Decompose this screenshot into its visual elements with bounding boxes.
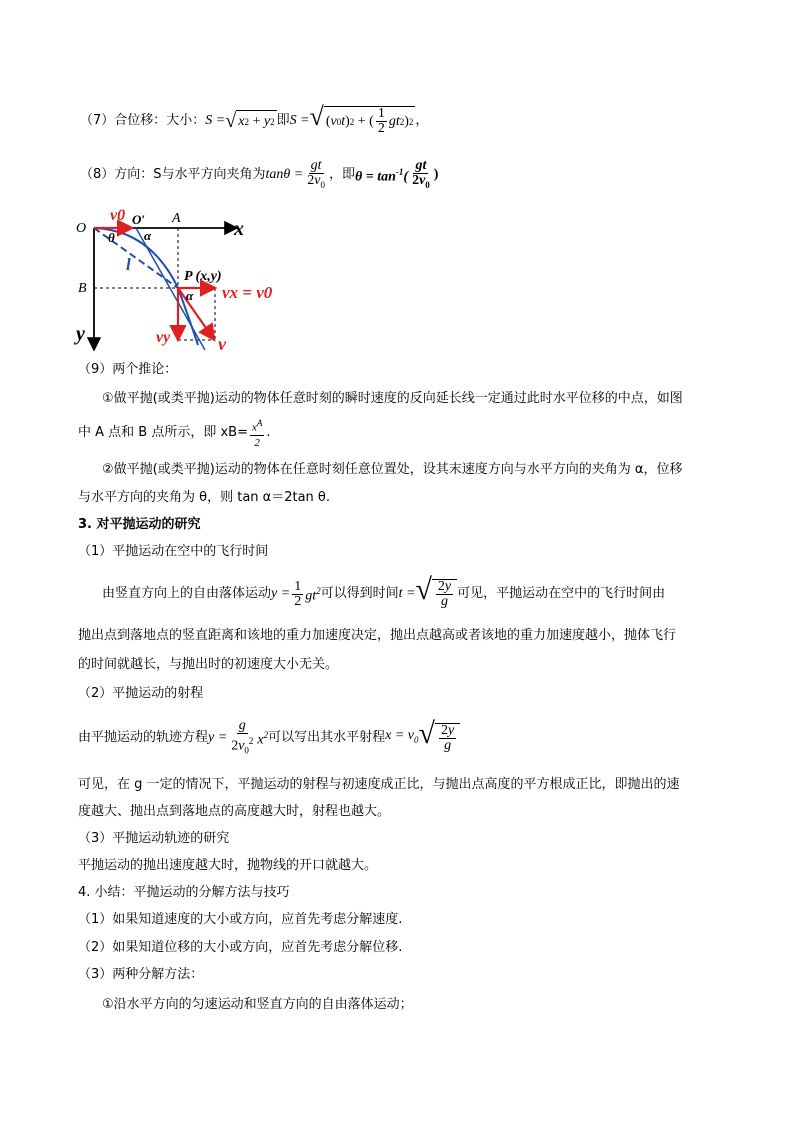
- line-7-prefix: （7）合位移：大小：: [80, 113, 206, 128]
- formula-half: $\frac{1}{2}$: [294, 578, 302, 609]
- formula-t-eq: t =: [398, 586, 416, 601]
- line-8-prefix: （8）方向：S与水平方向夹角为: [80, 167, 266, 182]
- sub-2-para-b: 可以写出其水平射程: [268, 730, 386, 745]
- formula-theta-arctan: $\theta = \tan^{-1}$(: [354, 167, 409, 185]
- tip-2: （2）如果知道位移的大小或方向，应首先考虑分解位移.: [78, 940, 403, 955]
- heading-4: 4. 小结：平抛运动的分解方法与技巧: [78, 885, 290, 900]
- sub-1-para-a: 由竖直方向上的自由落体运动: [102, 586, 272, 601]
- label-a: A: [172, 211, 181, 226]
- sub-1-para-b: 可以得到时间: [320, 586, 399, 601]
- formula-gt2: $gt^2$: [305, 586, 321, 604]
- inference-1-b-text: 中 A 点和 B 点所示，即 xB=: [78, 425, 248, 440]
- formula-y-eq: y =: [271, 586, 291, 601]
- line-9: （9）两个推论：: [78, 362, 178, 377]
- line-7-mid: 即: [276, 113, 290, 128]
- sub-3-para: 平抛运动的抛出速度越大时，抛物线的开口就越大。: [78, 858, 378, 873]
- formula-x-eq: $x = v_0$: [385, 728, 419, 745]
- label-v: v: [218, 334, 226, 354]
- heading-3: 3. 对平抛运动的研究: [78, 517, 201, 532]
- line-8-mid: ，即: [328, 167, 355, 182]
- tip-1: （1）如果知道速度的大小或方向，应首先考虑分解速度.: [78, 912, 403, 927]
- label-x: x: [234, 218, 244, 240]
- label-p: P (x,y): [184, 269, 222, 284]
- label-b: B: [78, 281, 87, 296]
- inference-2-a: ②做平抛(或类平抛)运动的物体在任意时刻任意位置处，设其末速度方向与水平方向的夹角为 α，位移: [102, 462, 683, 477]
- formula-gt-2v0: $\frac{gt}{2v_0}$: [307, 157, 325, 190]
- label-v0: v0: [110, 207, 126, 224]
- formula-s2: S =: [289, 113, 310, 128]
- formula-xa-over-2: $\frac{x^A}{2}$: [251, 418, 263, 449]
- sub-1-para-3: 的时间就越长，与抛出时的初速度大小无关。: [78, 657, 339, 672]
- label-alpha-p: α: [186, 288, 194, 303]
- label-y: y: [76, 323, 85, 345]
- formula-x2: $x^2$: [257, 730, 269, 748]
- label-oprime: O′: [132, 212, 146, 227]
- label-alpha-top: α: [144, 228, 152, 243]
- inference-1-b: 中 A 点和 B 点所示，即 xB= $\frac{x^A}{2}$ .: [78, 418, 271, 449]
- formula-sqrt-xy: √ x 2 + y 2: [225, 110, 275, 132]
- formula-sqrt-2y-g: √ $\frac{2y}{g}$: [415, 579, 457, 609]
- sub-2-para-2: 可见，在 g 一定的情况下，平抛运动的射程与初速度成正比，与抛出点高度的平方根成正比，即抛出的速: [78, 777, 680, 792]
- formula-sqrt-2y-g-2: √ $\frac{2y}{g}$: [419, 723, 461, 753]
- formula-y-eq-2: y =: [208, 730, 228, 745]
- formula-s: S =: [205, 113, 226, 128]
- sub-2-para-a: 由平抛运动的轨迹方程: [78, 730, 209, 745]
- sub-2: （2）平抛运动的射程: [78, 686, 204, 701]
- line-7-end: ，: [415, 113, 429, 128]
- formula-g-2v02: $\frac{g}{2v_0^2}$: [231, 717, 254, 756]
- line-8: [80, 157, 439, 190]
- sub-2-para-3: 度越大、抛出点到落地点的高度越大时，射程也越大。: [78, 804, 391, 819]
- sub-1-para-2: 抛出点到落地点的竖直距离和该地的重力加速度决定，抛出点越高或者该地的重力加速度越小，抛体飞行: [78, 628, 677, 643]
- label-vy: vy: [156, 329, 171, 346]
- formula-gt-2v0-bold: $\frac{gt}{2v_0}$: [412, 157, 430, 190]
- tip-3-a: ①沿水平方向的匀速运动和竖直方向的自由落体运动；: [102, 997, 413, 1012]
- line-7: [80, 102, 429, 136]
- sub-3: （3）平抛运动轨迹的研究: [78, 831, 230, 846]
- formula-paren-close: ): [433, 167, 439, 182]
- label-l: l: [126, 255, 131, 274]
- sub-1: （1）平抛运动在空中的飞行时间: [78, 544, 269, 559]
- formula-sqrt-v0t: √ ( v 0 t ) 2 + ( $\frac{1}{2}$ gt 2 ) 2: [309, 102, 414, 136]
- sub-2-para: [78, 716, 460, 760]
- projectile-diagram: [70, 200, 290, 360]
- inference-1-a: ①做平抛(或类平抛)运动的物体任意时刻的瞬时速度的反向延长线一定通过此时水平位移的中点，如图: [102, 391, 683, 406]
- sub-1-para-c: 可见，平抛运动在空中的飞行时间由: [457, 586, 666, 601]
- label-theta: θ: [108, 230, 115, 245]
- inference-2-b: 与水平方向的夹角为 θ，则 tan α＝2tan θ.: [78, 490, 331, 505]
- label-o: O: [76, 221, 87, 236]
- sub-1-para: [102, 572, 665, 616]
- tip-3: （3）两种分解方法：: [78, 967, 204, 982]
- formula-tan-theta: tanθ =: [265, 167, 304, 182]
- label-vx: vx = v0: [222, 283, 273, 302]
